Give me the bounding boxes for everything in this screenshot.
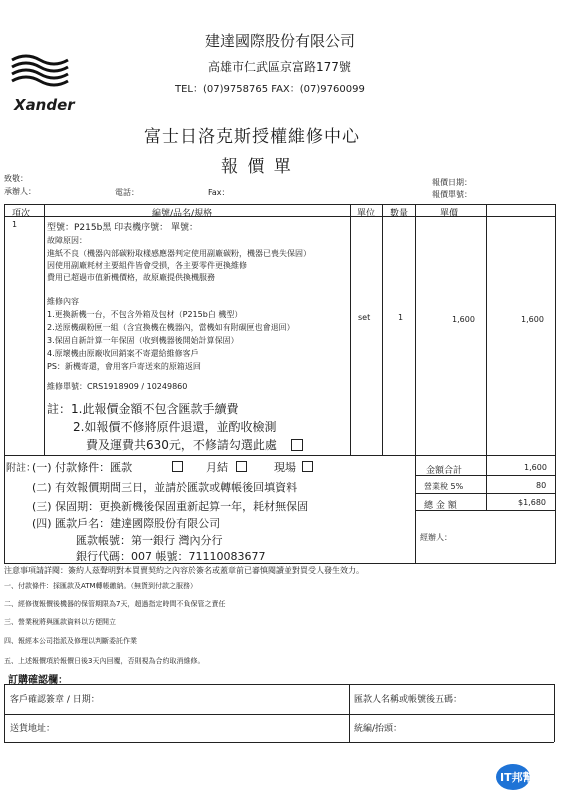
col-item-no: 項次 <box>12 209 31 219</box>
repair-line: 2.送原機碳粉匣一組（含宜換機在機器內，當機如有附碳匣也會退回） <box>47 323 295 332</box>
tax-id-label: 統編/抬頭： <box>354 724 403 734</box>
remitter-label: 匯款人名稱或帳號後五碼： <box>354 695 463 705</box>
repair-line: 4.原壞機由原廠收回銷案不寄還給維修客戶 <box>47 349 199 358</box>
item-amount: 1,600 <box>521 315 544 324</box>
notice-item: 四、報經本公司指派及修理以判斷委託作業 <box>4 637 137 645</box>
item-unit: set <box>358 313 371 322</box>
grand-total-label: 總 金 額 <box>424 501 457 511</box>
repair-line: 3.保固自新計算一年保固（收到機器後開始計算保固） <box>47 336 239 345</box>
warranty-term: (三) 保固期：更換新機後保固重新起算一年，耗材無保固 <box>32 500 309 513</box>
item-price: 1,600 <box>452 315 475 324</box>
item-number: 1 <box>12 220 18 229</box>
model-line: 型號：P215b黑 印表機序號： 單號： <box>47 223 199 233</box>
item-qty: 1 <box>398 313 404 322</box>
company-contact: TEL：(07)9758765 FAX：(07)9760099 <box>175 84 365 95</box>
col-unit: 單位 <box>357 209 376 219</box>
phone-label: 電話： <box>115 188 139 197</box>
repair-line: 維修內容 <box>47 297 79 306</box>
doc-title: 報 價 單 <box>221 157 293 177</box>
note-line: 費及運費共630元，不修請勾選此處 <box>86 438 277 452</box>
fax-label: Fax： <box>208 188 230 197</box>
monthly-checkbox[interactable] <box>236 461 247 472</box>
fault-line: 費用已超過市值新機價格，故原廠提供換機服務 <box>47 273 215 282</box>
company-address: 高雄市仁武區京富路177號 <box>208 60 351 74</box>
order-title: 訂購確認欄： <box>8 675 68 686</box>
validity-term: (二) 有效報價期間三日，並請於匯款或轉帳後回填資料 <box>32 481 298 494</box>
notice-item: 三、營業稅將與匯款資料以方便開立 <box>4 618 116 626</box>
notice-intro: 注意事項請詳閱：簽約人茲聲明對本買賣契約之內容於簽名或蓋章前已審慎閱讀並對買受人發生效力。 <box>4 566 364 575</box>
grand-total-value: $1,680 <box>518 498 546 507</box>
subtotal-value: 1,600 <box>524 463 547 472</box>
wire-checkbox[interactable] <box>172 461 183 472</box>
tax-value: 80 <box>536 481 547 490</box>
fault-line: 故障原因： <box>47 236 87 245</box>
col-qty: 數量 <box>390 209 409 219</box>
watermark-logo <box>494 762 562 792</box>
tax-label: 營業稅 5% <box>424 482 464 491</box>
logo-text: Xander <box>14 96 75 114</box>
fault-line: 因使用副廠耗材主要組件皆會受損，各主要零件更換維修 <box>47 261 247 270</box>
terms-label: 附註： <box>6 463 36 474</box>
monthly-option: 月結 <box>206 461 228 474</box>
company-logo <box>6 50 84 96</box>
account-name: (四) 匯款戶名：建達國際股份有限公司 <box>32 517 221 530</box>
note-line: 註：1.此報價金額不包含匯款手續費 <box>47 402 239 416</box>
handler-sign-label: 經辦人： <box>420 533 452 542</box>
col-price: 單價 <box>440 209 459 219</box>
cash-option: 現場 <box>274 461 296 474</box>
subtotal-label: 金額合計 <box>426 466 463 476</box>
fault-line: 進紙不良（機器內部碳粉取樣感應器判定使用副廠碳粉，機器已喪失保固） <box>47 249 311 258</box>
repair-line: PS：新機寄還，會用客戶寄送來的原箱返回 <box>47 362 201 371</box>
watermark-text: IT邦幫忙 <box>500 771 545 784</box>
handler-label: 承辦人： <box>4 187 36 196</box>
center-title: 富士日洛克斯授權維修中心 <box>144 127 360 147</box>
payment-terms: (一) 付款條件：匯款 <box>32 461 133 474</box>
quote-date-label: 報價日期： <box>432 178 472 187</box>
col-description: 編號/品名/規格 <box>152 209 213 219</box>
cash-checkbox[interactable] <box>302 461 313 472</box>
notice-item: 二、經修復報價後機器的保管期限為7天，超過指定時間不負保管之責任 <box>4 600 226 608</box>
company-name: 建達國際股份有限公司 <box>205 32 356 50</box>
delivery-address-label: 送貨地址： <box>10 724 56 734</box>
notice-item: 五、上述報價項於報價日後3天內回覆，否則視為合約取消維修。 <box>4 657 205 665</box>
to-label: 致敬： <box>4 174 28 183</box>
note-line: 2.如報價不修將原件退還，並酌收檢測 <box>73 420 277 434</box>
no-repair-checkbox[interactable] <box>291 439 303 451</box>
repair-serial: 維修單號：CRS1918909 / 10249860 <box>47 382 188 391</box>
bank-code: 銀行代碼：007 帳號：71110083677 <box>76 550 266 563</box>
notice-item: 一、付款條件：採匯款及ATM轉帳繳納。（無貨到付款之服務） <box>4 582 198 590</box>
quote-no-label: 報價單號： <box>432 190 472 199</box>
customer-sign-label: 客戶確認簽章 / 日期： <box>10 695 100 705</box>
bank-account: 匯款帳號：第一銀行 灣內分行 <box>76 534 223 547</box>
repair-line: 1.更換新機一台，不包含外箱及包材（P215b白 機型） <box>47 310 243 319</box>
